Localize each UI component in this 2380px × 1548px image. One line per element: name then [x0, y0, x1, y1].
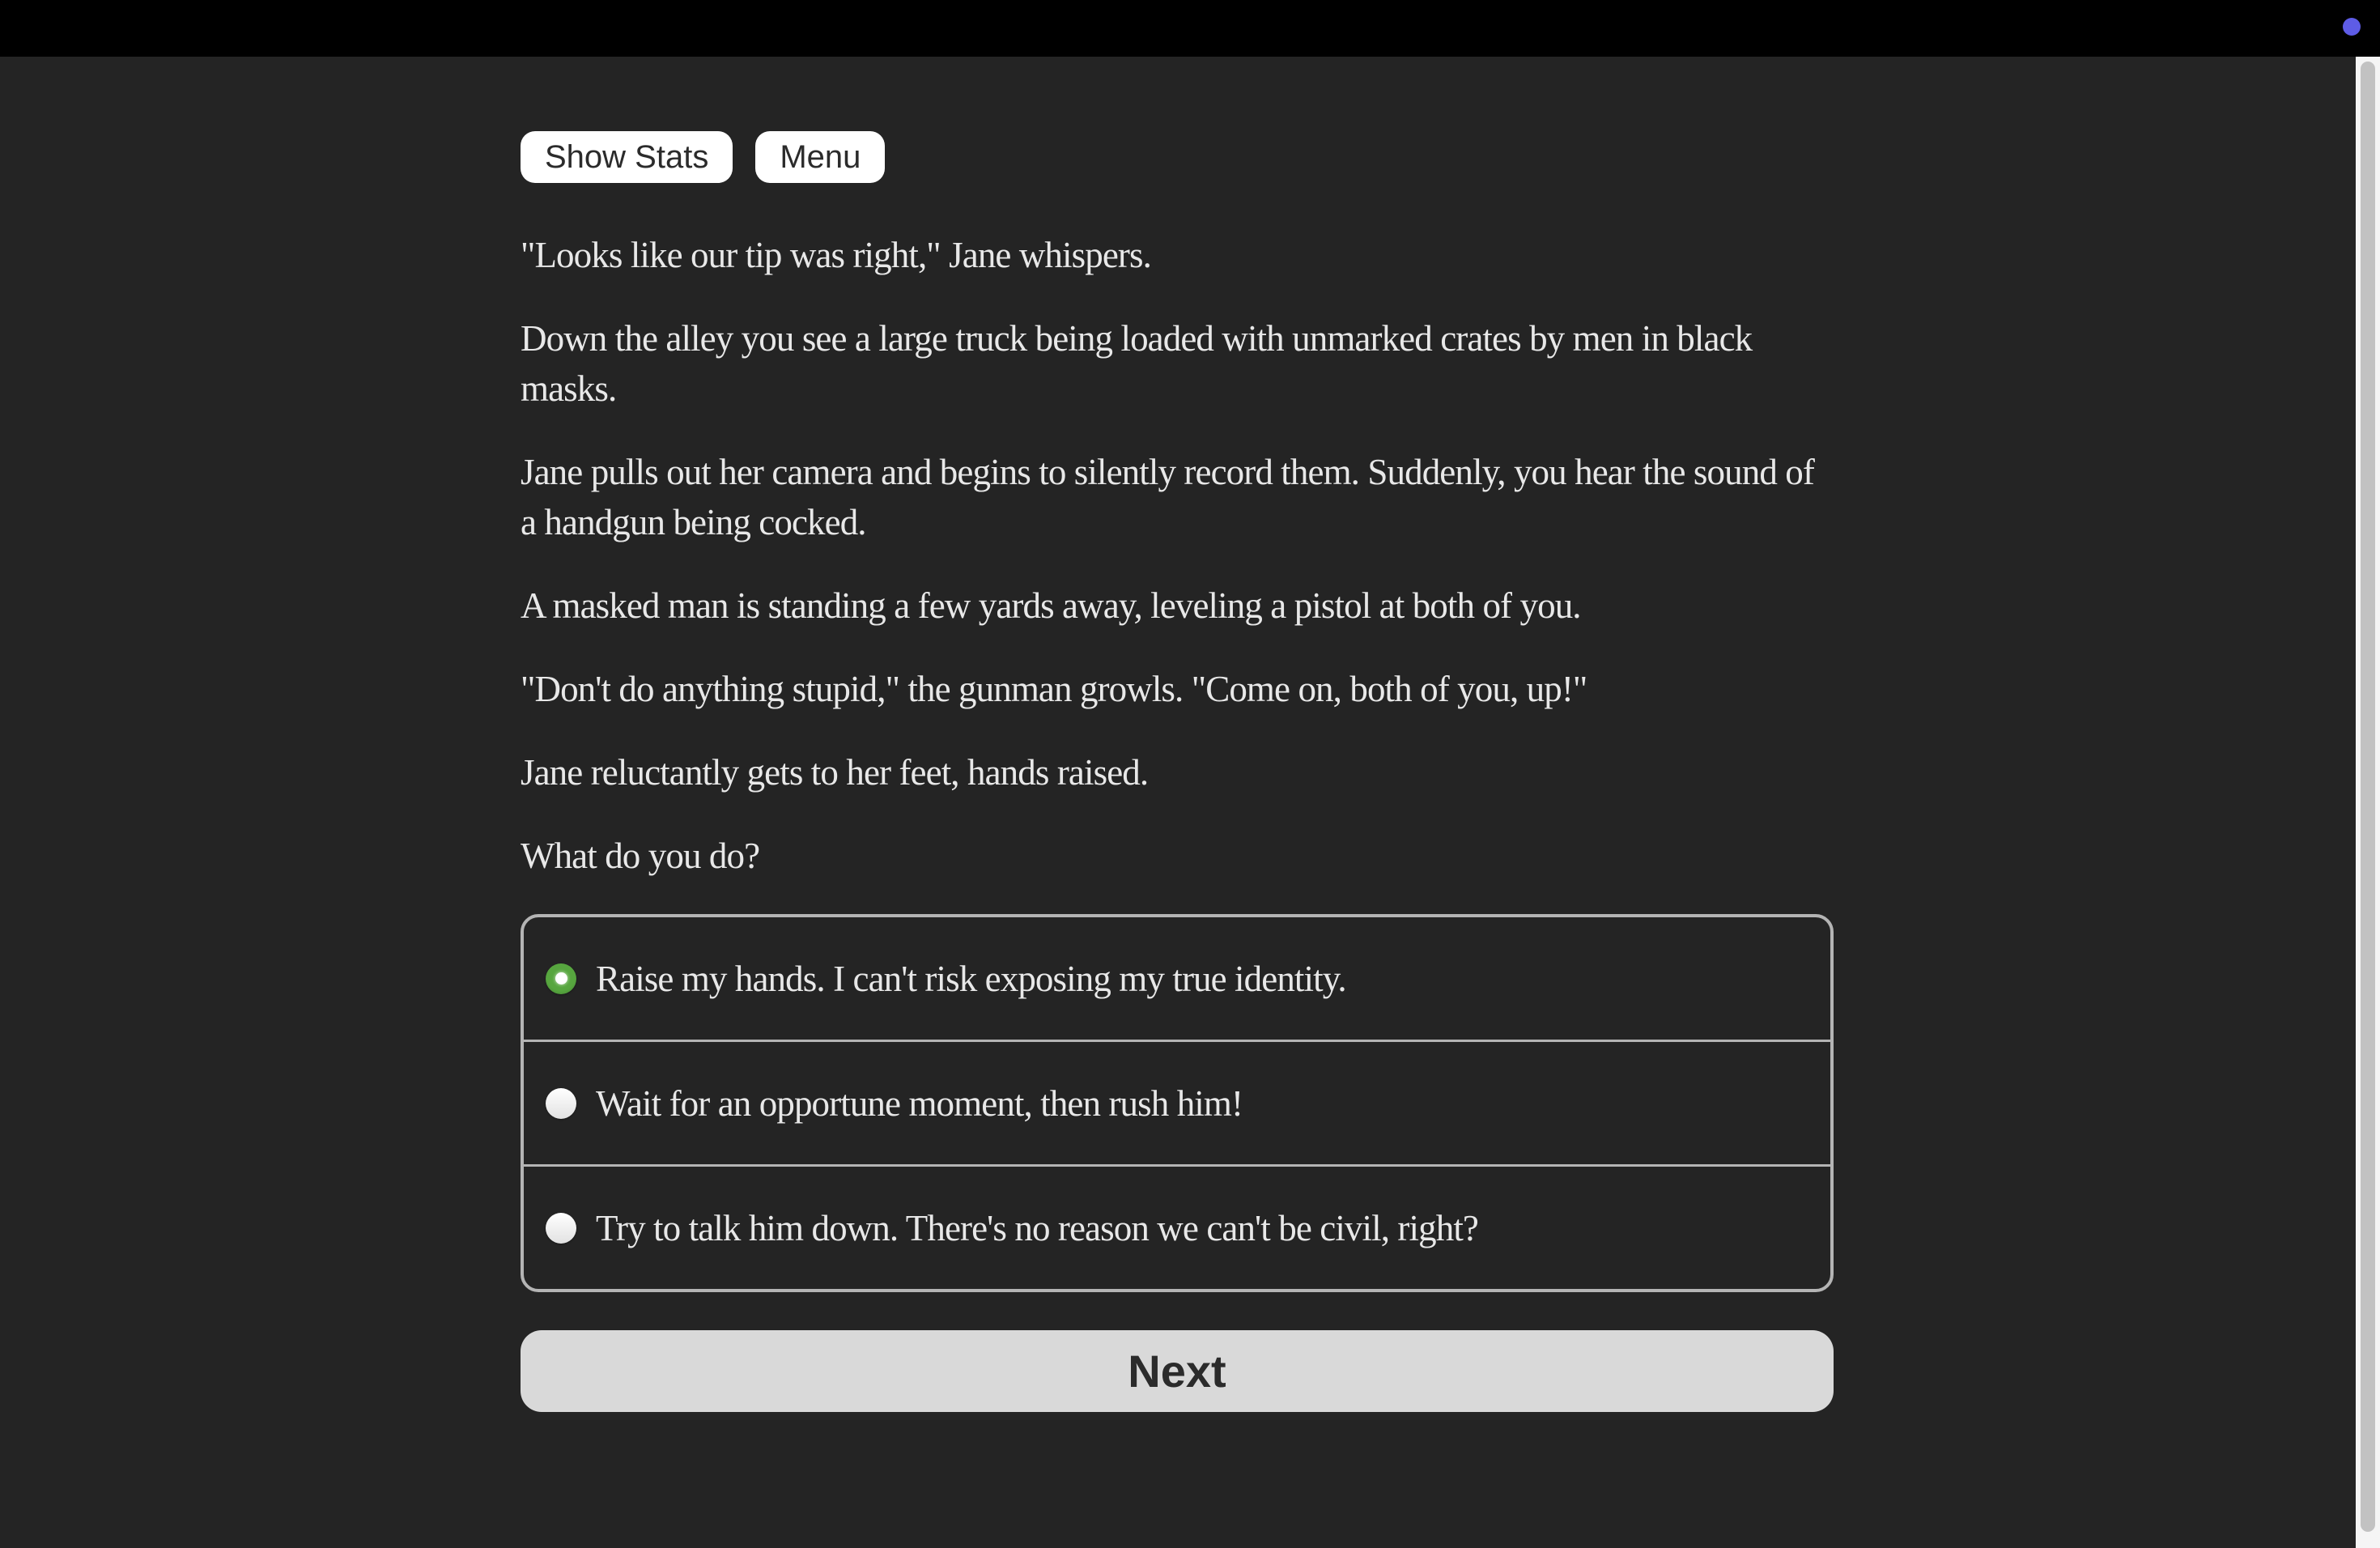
choice-option-label: Wait for an opportune moment, then rush him! [596, 1082, 1243, 1124]
radio-dot [555, 972, 567, 985]
story-paragraph: Jane reluctantly gets to her feet, hands raised. [521, 752, 1149, 793]
status-bar [0, 0, 2380, 57]
show-stats-button[interactable]: Show Stats [521, 131, 733, 183]
radio-button-icon[interactable] [546, 1213, 576, 1244]
toolbar [521, 131, 1834, 183]
radio-button-icon[interactable] [546, 963, 576, 994]
choice-option-1[interactable] [524, 917, 1830, 1040]
story-paragraph: Jane pulls out her camera and begins to silently record them. Suddenly, you hear the sound of a handgun being cocked. [521, 452, 1814, 542]
radio-button-icon[interactable] [546, 1088, 576, 1119]
menu-button[interactable]: Menu [755, 131, 885, 183]
choice-group [521, 914, 1834, 1292]
pointer-dot-icon [2343, 18, 2361, 36]
choice-option-3[interactable] [524, 1164, 1830, 1289]
story-text-block [521, 230, 1834, 881]
choice-option-label: Raise my hands. I can't risk exposing my true identity. [596, 958, 1346, 999]
choice-option-label: Try to talk him down. There's no reason we can't be civil, right? [596, 1207, 1478, 1248]
scrollbar-track[interactable] [2356, 57, 2380, 1548]
story-paragraph: Down the alley you see a large truck being loaded with unmarked crates by men in black masks. [521, 318, 1753, 409]
choice-option-2[interactable] [524, 1040, 1830, 1164]
story-paragraph: "Don't do anything stupid," the gunman growls. "Come on, both of you, up!" [521, 669, 1587, 709]
story-prompt: What do you do? [521, 836, 760, 876]
next-button[interactable]: Next [521, 1330, 1834, 1412]
scrollbar-thumb[interactable] [2361, 62, 2375, 1532]
story-paragraph: A masked man is standing a few yards away, leveling a pistol at both of you. [521, 585, 1581, 626]
story-content [521, 131, 1834, 1412]
story-paragraph: "Looks like our tip was right," Jane whispers. [521, 235, 1151, 275]
